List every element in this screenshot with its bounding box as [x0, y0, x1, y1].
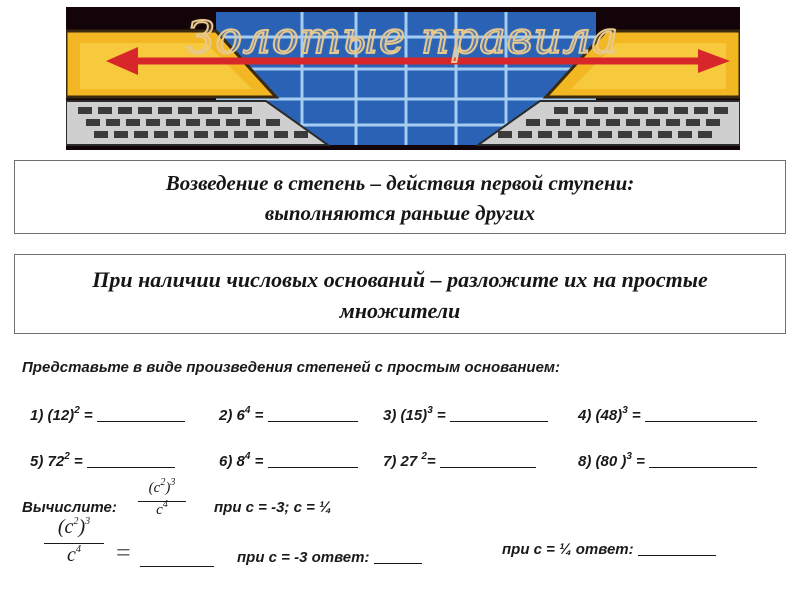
answer-blank[interactable] [268, 407, 358, 422]
answer-blank[interactable] [450, 407, 548, 422]
exercise-5: 5) $72^2$ = [30, 453, 175, 470]
answer-quarter-c: при с = ¼ ответ: [502, 541, 716, 558]
small-fraction [138, 477, 186, 519]
answer-negative-c: при с = -3 ответ: [237, 549, 422, 566]
rule-line: При наличии числовых оснований – разложите их на простые [92, 267, 708, 292]
answer-blank[interactable] [638, 541, 716, 556]
large-fraction [44, 516, 104, 567]
rule-line: множители [339, 298, 461, 323]
answer-blank[interactable] [645, 407, 757, 422]
fraction-denominator: $c^4$ [156, 499, 168, 518]
equals-sign: = [116, 538, 131, 567]
condition-text: при с = -3; с = ¼ [214, 499, 332, 516]
answer-blank[interactable] [268, 453, 358, 468]
exercise-7: 7) 27 $^2$= [383, 453, 536, 470]
exercise-3: 3) $(15)^3$ = [383, 407, 548, 424]
answer-blank[interactable] [97, 407, 185, 422]
answer-blank[interactable] [374, 549, 422, 564]
rule-box-first-step [14, 160, 786, 234]
answer-blank[interactable] [140, 552, 214, 567]
title-banner [66, 7, 740, 150]
answer-blank[interactable] [440, 453, 536, 468]
task-instruction: Представьте в виде произведения степеней с простым основанием: [22, 359, 561, 376]
answer-blank[interactable] [649, 453, 757, 468]
exercise-8: 8) (80 )$^3$ = [578, 453, 757, 470]
rule-line: выполняются раньше других [264, 201, 536, 225]
fraction-denominator: $c^4$ [67, 544, 81, 566]
answer-blank[interactable] [87, 453, 175, 468]
rule-line: Возведение в степень – действия первой ступени: [165, 171, 635, 195]
exercise-1: 1) $(12)^2$ = [30, 407, 185, 424]
exercise-6: 6) $8^4$ = [219, 453, 358, 470]
fraction-numerator: $(c^2)^3$ [57, 516, 91, 538]
fraction-numerator: $(c^2)^3$ [148, 477, 176, 496]
exercise-2: 2) $6^4$ = [219, 407, 358, 424]
banner-title: Золотые правила [187, 13, 619, 64]
calculate-label: Вычислите: [22, 499, 117, 516]
rule-box-prime-factors [14, 254, 786, 334]
exercise-4: 4) $(48)^3$ = [578, 407, 757, 424]
